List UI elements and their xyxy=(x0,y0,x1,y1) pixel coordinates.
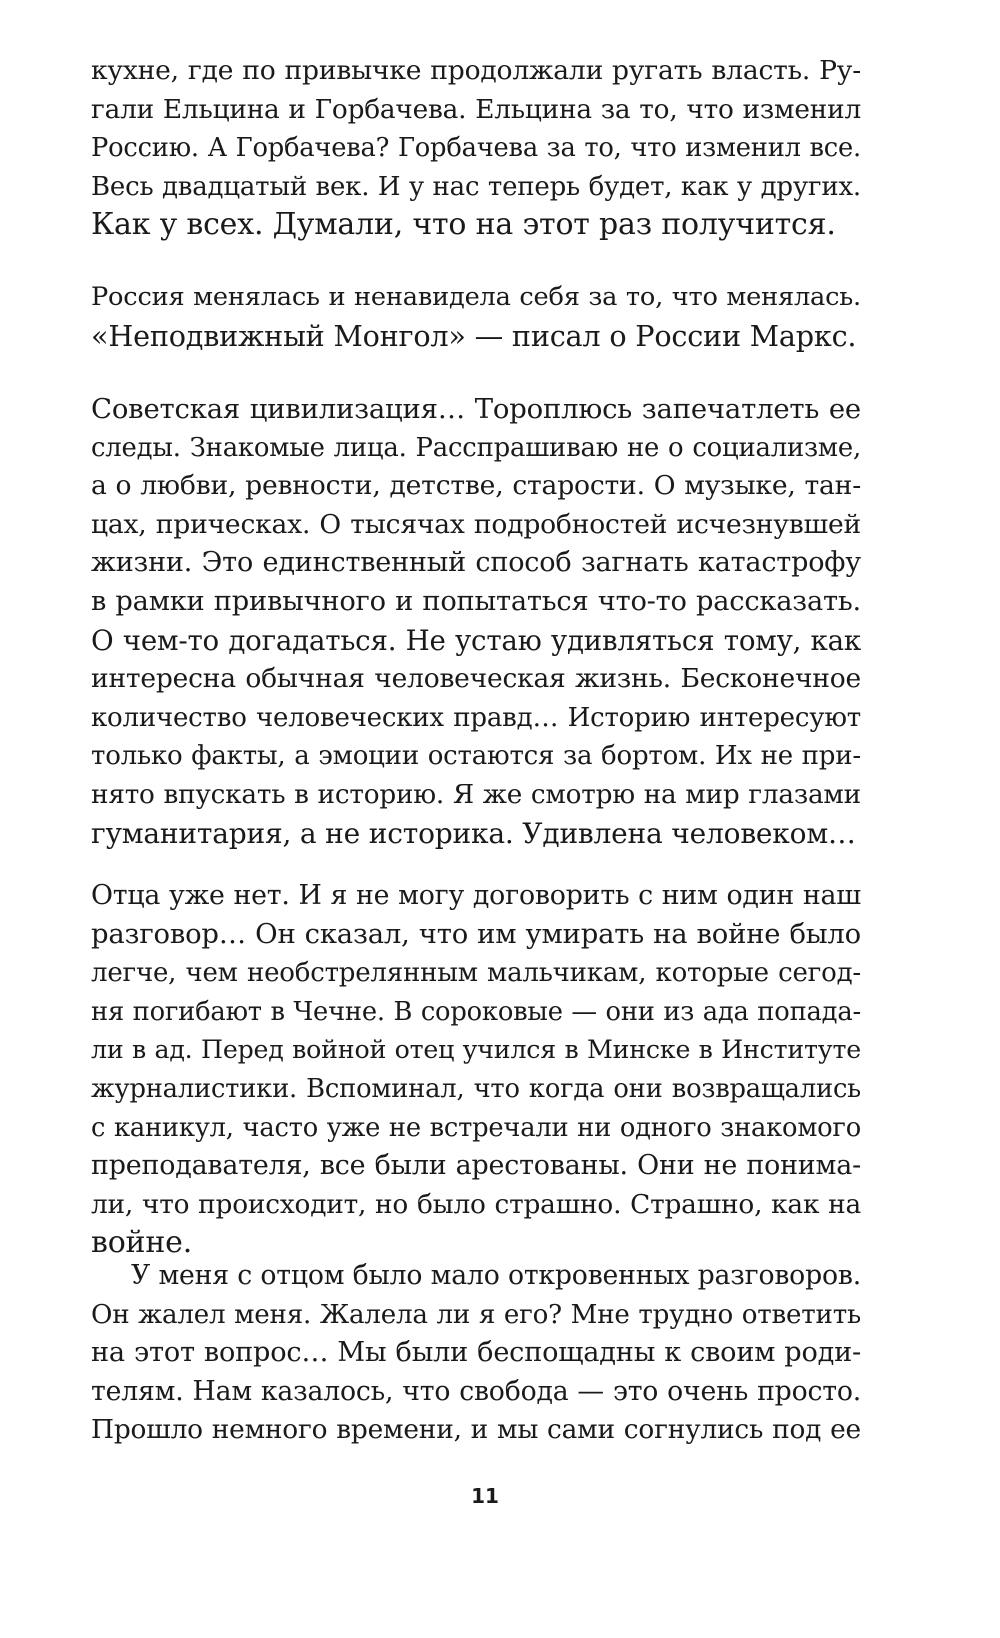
page-number: 11 xyxy=(471,1484,499,1508)
paragraph xyxy=(91,278,861,355)
text-line: Отца уже нет. И я не могу договорить с ним один наш xyxy=(91,880,861,911)
paragraph xyxy=(91,877,861,1263)
text-line: а о любви, ревности, детстве, старости. О музыке, тан- xyxy=(91,470,861,502)
text-line: количество человеческих правд… Историю интересуют xyxy=(91,702,861,733)
text-line: с каникул, часто уже не встречали ни одного знакомого xyxy=(91,1112,861,1143)
text-line: У меня с отцом было мало откровенных разговоров. xyxy=(131,1260,861,1291)
text-line: на этот вопрос… Мы были беспощадны к своим роди- xyxy=(91,1337,861,1369)
text-line: преподавателя, все были арестованы. Они не понима- xyxy=(91,1150,861,1182)
text-line: гуманитария, а не историка. Удивлена человеком… xyxy=(91,816,856,850)
text-line: жизни. Это единственный способ загнать катастрофу xyxy=(91,547,861,579)
text-line: Он жалел меня. Жалела ли я его? Мне трудно ответить xyxy=(91,1299,861,1330)
text-line: следы. Знакомые лица. Расспрашиваю не о социализме, xyxy=(91,432,861,463)
text-line: «Неподвижный Монгол» — писал о России Маркс. xyxy=(91,318,857,353)
text-line: в рамки привычного и попытаться что-то рассказать. xyxy=(91,585,861,617)
text-line: ли в ад. Перед войной отец учился в Минске в Институте xyxy=(91,1035,861,1065)
text-line: гали Ельцина и Горбачева. Ельцина за то, что изменил xyxy=(91,94,861,125)
text-line: ня погибают в Чечне. В сороковые — они из ада попада- xyxy=(91,996,861,1027)
text-line: цах, прическах. О тысячах подробностей исчезнувшей xyxy=(91,508,861,540)
text-line: Россия менялась и ненавидела себя за то, что менялась. xyxy=(91,282,861,312)
text-line: Прошло немного времени, и мы сами согнулись под ее xyxy=(91,1414,861,1446)
text-line: Советская цивилизация… Тороплюсь запечатлеть ее xyxy=(91,393,861,425)
text-line: Весь двадцатый век. И у нас теперь будет, как у других. xyxy=(91,171,861,202)
text-line: только факты, а эмоции остаются за бортом. Их не при- xyxy=(91,741,861,772)
text-line: телям. Нам казалось, что свобода — это очень просто. xyxy=(91,1375,861,1407)
text-line: журналистики. Вспоминал, что когда они возвращались xyxy=(91,1073,861,1104)
paragraph xyxy=(91,1257,861,1450)
text-line: нято впускать в историю. Я же смотрю на мир глазами xyxy=(91,779,861,810)
text-line: кухне, где по привычке продолжали ругать власть. Ру- xyxy=(91,55,861,86)
text-line: О чем-то догадаться. Не устаю удивляться тому, как xyxy=(91,623,861,657)
paragraph xyxy=(91,390,861,853)
text-line: войне. xyxy=(91,1225,193,1261)
text-line: Как у всех. Думали, что на этот раз получится. xyxy=(91,207,836,243)
text-line: Россию. А Горбачева? Горбачева за то, что изменил все. xyxy=(91,133,861,164)
text-line: разговор… Он сказал, что им умирать на войне было xyxy=(91,918,861,950)
text-line: ли, что происходит, но было страшно. Страшно, как на xyxy=(91,1189,861,1220)
paragraph xyxy=(91,52,861,245)
text-line: легче, чем необстрелянным мальчикам, которые сегод- xyxy=(91,958,861,989)
text-line: интересна обычная человеческая жизнь. Бесконечное xyxy=(91,663,861,695)
